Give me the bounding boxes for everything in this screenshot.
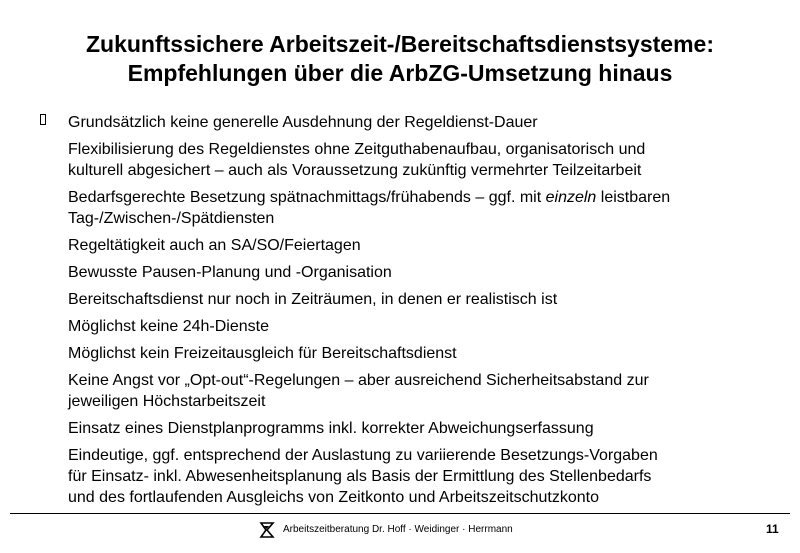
list-item-line: Eindeutige, ggf. entsprechend der Auslastung zu variierende Besetzungs-Vorgaben <box>68 447 658 464</box>
slide-title <box>0 30 800 88</box>
page-number: 11 <box>766 522 779 536</box>
list-item <box>68 289 780 310</box>
slide-title-line-1: Zukunftssichere Arbeitszeit-/Bereitschaftsdienstsysteme: <box>85 31 714 57</box>
list-item-line: Möglichst kein Freizeitausgleich für Bereitschaftsdienst <box>68 345 457 362</box>
slide-footer <box>0 520 800 542</box>
list-item-line: Flexibilisierung des Regeldienstes ohne Zeitguthabenaufbau, organisatorisch und <box>68 141 646 158</box>
list-item-line: Tag-/Zwischen-/Spätdiensten <box>68 210 275 227</box>
list-item-line: kulturell abgesichert – auch als Voraussetzung zukünftig vermehrter Teilzeitarbeit <box>68 162 642 179</box>
list-item-line: Bereitschaftsdienst nur noch in Zeiträumen, in denen er realistisch ist <box>68 291 558 308</box>
footer-divider <box>10 513 790 514</box>
list-item <box>68 262 780 283</box>
list-item-line <box>68 187 780 208</box>
list-item <box>68 370 780 412</box>
list-item-line: Regeltätigkeit auch an SA/SO/Feiertagen <box>68 237 361 254</box>
list-item <box>68 316 780 337</box>
list-item-text: leistbaren <box>596 189 671 206</box>
slide-title-line-2: Empfehlungen über die ArbZG-Umsetzung hinaus <box>127 60 673 86</box>
list-item <box>68 139 780 181</box>
list-item-line: Bewusste Pausen-Planung und -Organisation <box>68 264 392 281</box>
list-item <box>68 112 780 133</box>
recommendation-list <box>68 112 780 514</box>
list-item <box>68 187 780 229</box>
bullet-box-icon <box>40 114 46 125</box>
list-item <box>68 235 780 256</box>
list-item <box>68 445 780 508</box>
list-item-line: Grundsätzlich keine generelle Ausdehnung der Regeldienst-Dauer <box>68 114 538 131</box>
list-item <box>68 343 780 364</box>
list-item-line: Einsatz eines Dienstplanprogramms inkl. korrekter Abweichungserfassung <box>68 420 594 437</box>
list-item-line: für Einsatz- inkl. Abwesenheitsplanung als Basis der Ermittlung des Stellenbedarfs <box>68 468 652 485</box>
list-item-line: Möglichst keine 24h-Dienste <box>68 318 269 335</box>
company-logo-icon <box>258 521 276 539</box>
list-item-line: und des fortlaufenden Ausgleichs von Zeitkonto und Arbeitszeitschutzkonto <box>68 489 600 506</box>
list-item-text: Bedarfsgerechte Besetzung spätnachmittags/frühabends – ggf. mit <box>68 189 546 206</box>
list-item <box>68 418 780 439</box>
list-item-line: jeweiligen Höchstarbeitszeit <box>68 393 266 410</box>
footer-company-name: Arbeitszeitberatung Dr. Hoff · Weidinger · Herrmann <box>283 524 513 535</box>
list-item-line: Keine Angst vor „Opt-out“-Regelungen – aber ausreichend Sicherheitsabstand zur <box>68 372 649 389</box>
list-item-emphasis: einzeln <box>545 189 597 206</box>
